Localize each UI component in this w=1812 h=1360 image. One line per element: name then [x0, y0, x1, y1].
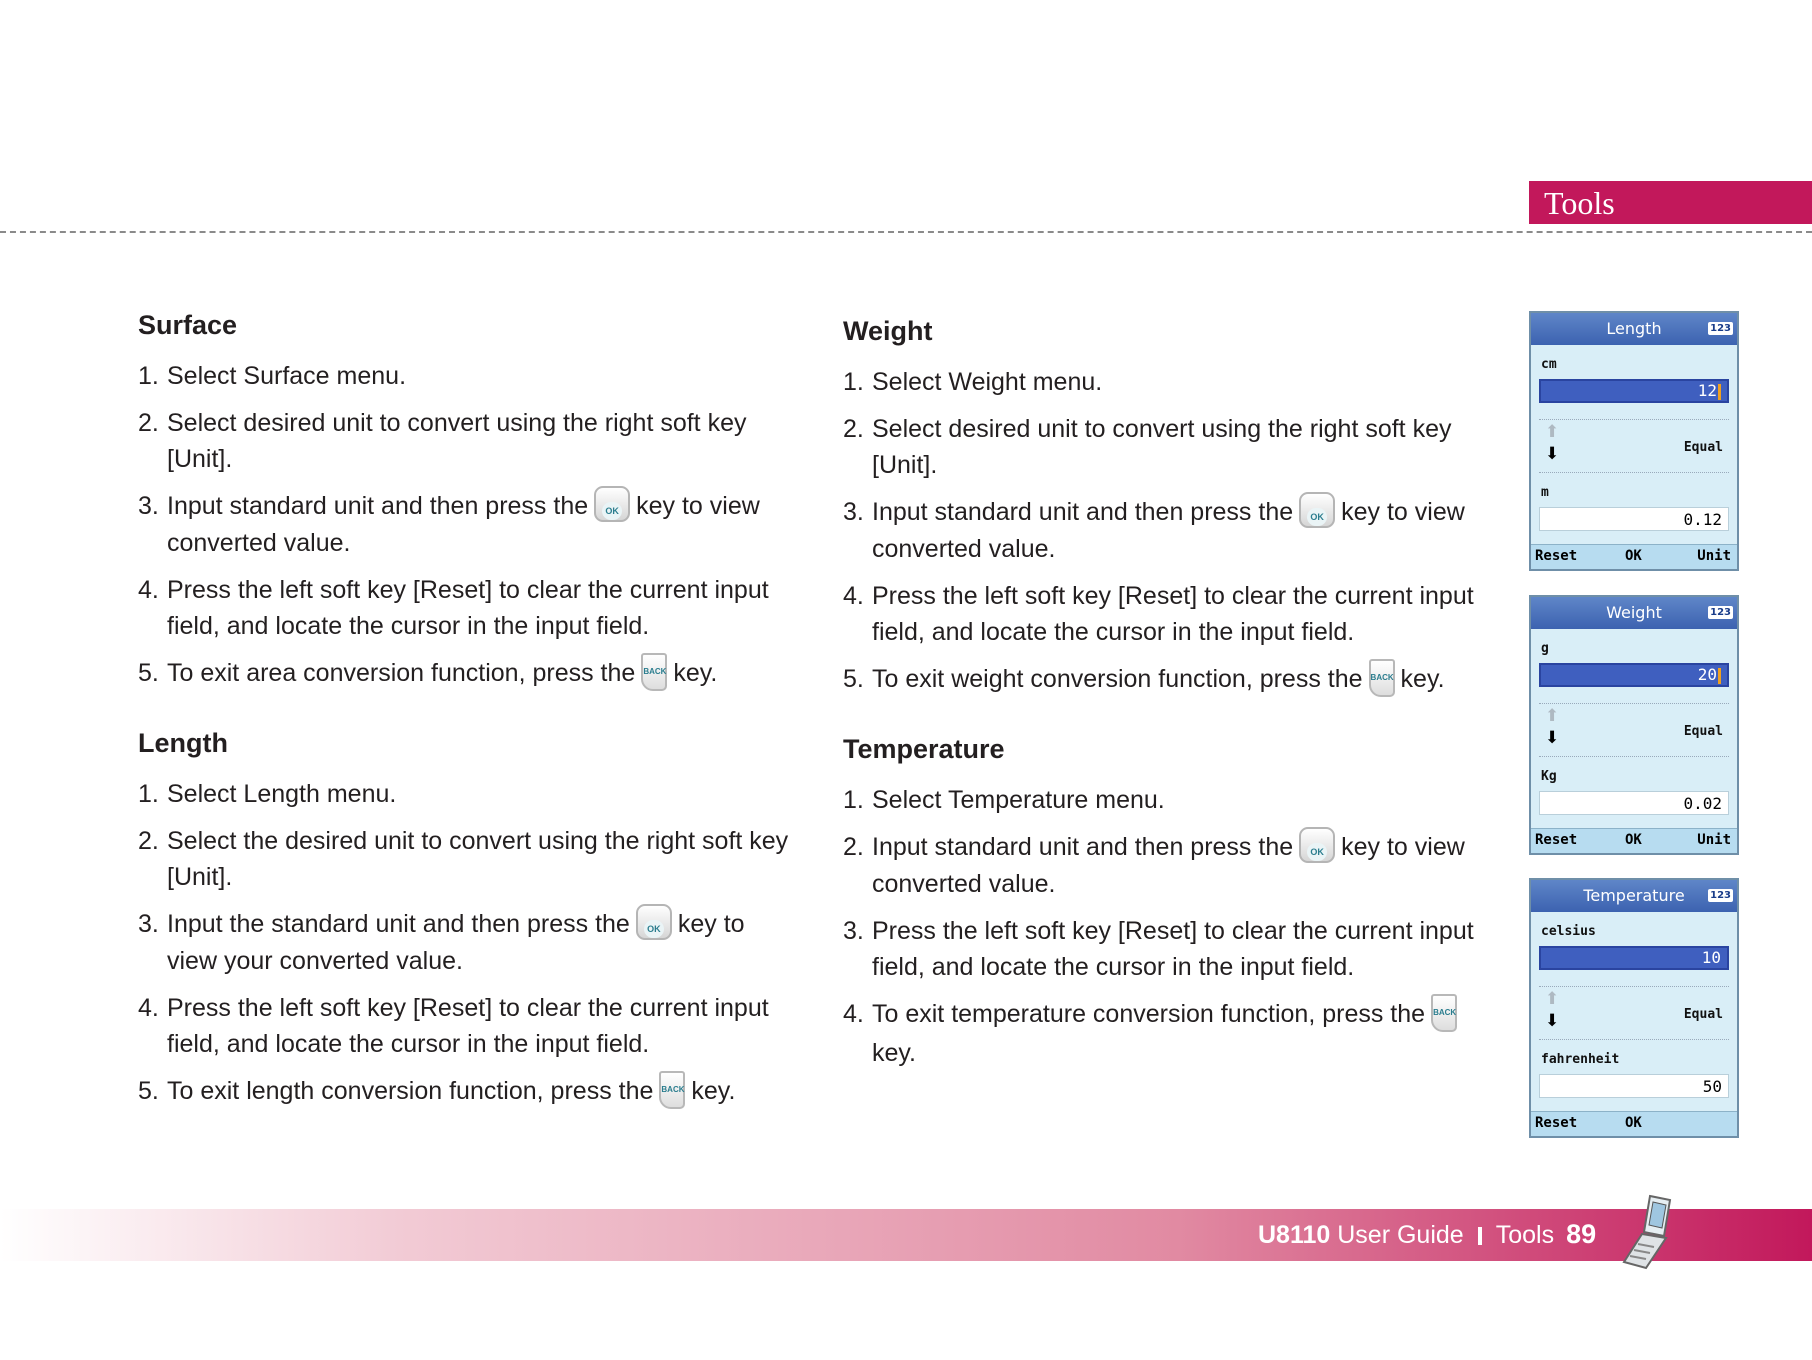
step-text: Select Length menu. [167, 779, 397, 808]
input-mode-badge: 123 [1710, 890, 1731, 901]
step-text: Press the left soft key [Reset] to clear the current input field, and locate the cursor in the input field. [872, 582, 1474, 647]
list-item [138, 358, 798, 394]
ok-key-icon: OK [636, 904, 672, 940]
step-number: 5. [843, 665, 864, 694]
surface-steps [138, 358, 798, 694]
flip-phone-icon [1620, 1192, 1676, 1272]
step-text: Select Temperature menu. [872, 785, 1165, 814]
step-text: Press the left soft key [Reset] to clear the current input field, and locate the cursor in the input field. [167, 576, 769, 641]
equal-label: Equal [1683, 724, 1723, 739]
model-name: U8110 [1258, 1221, 1331, 1249]
step-number: 5. [138, 659, 159, 688]
step-number: 4. [138, 994, 159, 1023]
arrow-down-icon: ⬇ [1545, 1011, 1560, 1031]
list-item [843, 411, 1503, 483]
length-steps [138, 776, 798, 1112]
weight-screen [1529, 595, 1739, 855]
input-mode-badge: 123 [1710, 323, 1731, 334]
guide-label: User Guide [1337, 1221, 1464, 1249]
from-unit-label: g [1541, 641, 1549, 656]
step-text: Input standard unit and then press the [872, 832, 1294, 861]
back-key-icon: BACK [1431, 994, 1457, 1032]
arrow-up-icon: ⬆ [1545, 989, 1560, 1009]
footer-separator [1478, 1227, 1482, 1245]
step-text: key. [1400, 665, 1445, 694]
screen-title: Weight 123 [1531, 597, 1737, 629]
to-value-field: 0.02 [1539, 791, 1729, 815]
step-number: 1. [138, 779, 159, 808]
convert-direction [1539, 986, 1729, 1040]
list-item [843, 494, 1503, 567]
ok-key-icon: OK [1299, 492, 1335, 528]
step-number: 2. [843, 415, 864, 443]
back-key-icon: BACK [1369, 659, 1395, 697]
back-key-icon: BACK [641, 653, 667, 691]
from-unit-label: celsius [1541, 924, 1596, 939]
input-mode-badge: 123 [1710, 607, 1731, 618]
surface-heading: Surface [138, 310, 238, 340]
list-item [138, 655, 798, 693]
list-item [138, 1073, 798, 1111]
to-unit-label: fahrenheit [1541, 1052, 1620, 1067]
step-text: Press the left soft key [Reset] to clear the current input field, and locate the cursor in the input field. [872, 917, 1474, 982]
arrow-down-icon: ⬇ [1545, 444, 1560, 464]
weight-steps [843, 364, 1503, 700]
temperature-screen [1529, 878, 1739, 1138]
softkey-bar [1531, 1111, 1737, 1136]
step-text: key to view converted value. [872, 498, 1465, 564]
to-value-field: 0.12 [1539, 507, 1729, 531]
step-number: 2. [138, 409, 159, 437]
list-item [138, 906, 798, 979]
reset-softkey[interactable]: Reset [1535, 1115, 1578, 1131]
step-text: key to view converted value. [167, 492, 760, 558]
step-text: Select desired unit to convert using the right soft key [Unit]. [167, 409, 747, 473]
to-unit-label: m [1541, 485, 1549, 500]
softkey-bar [1531, 544, 1737, 569]
step-number: 1. [843, 368, 864, 396]
step-text: Input the standard unit and then press the [167, 909, 630, 938]
list-item [138, 572, 798, 644]
step-number: 3. [138, 909, 159, 938]
to-value-field: 50 [1539, 1074, 1729, 1098]
equal-label: Equal [1683, 1007, 1723, 1022]
length-heading: Length [138, 727, 228, 758]
from-value-field[interactable]: 20 [1539, 663, 1729, 687]
step-text: Input standard unit and then press the [167, 492, 589, 520]
arrow-up-icon: ⬆ [1545, 706, 1560, 726]
equal-label: Equal [1683, 440, 1723, 455]
step-number: 1. [138, 362, 159, 390]
step-text: To exit area conversion function, press the [167, 659, 636, 688]
list-item [843, 661, 1503, 699]
footer-section: Tools [1495, 1221, 1555, 1249]
screen-title: Temperature 123 [1531, 880, 1737, 912]
left-column [138, 308, 798, 1123]
step-text: key. [673, 659, 718, 688]
list-item [138, 488, 798, 561]
arrow-up-icon: ⬆ [1545, 422, 1560, 442]
step-text: key to view your converted value. [167, 909, 745, 976]
text-cursor [1718, 668, 1721, 684]
step-text: Press the left soft key [Reset] to clear the current input field, and locate the cursor in the input field. [167, 994, 769, 1059]
to-unit-label: Kg [1541, 769, 1557, 784]
list-item [843, 782, 1503, 818]
list-item [843, 364, 1503, 400]
unit-softkey[interactable]: Unit [1697, 548, 1731, 564]
length-screen [1529, 311, 1739, 571]
from-unit-label: cm [1541, 357, 1557, 372]
softkey-bar [1531, 828, 1737, 853]
footer-caption [1258, 1219, 1596, 1250]
ok-softkey[interactable]: OK [1625, 1115, 1642, 1131]
step-number: 2. [138, 826, 159, 855]
step-text: Select Weight menu. [872, 368, 1103, 396]
reset-softkey[interactable]: Reset [1535, 832, 1578, 848]
step-number: 3. [138, 492, 159, 520]
back-key-icon: BACK [659, 1071, 685, 1109]
step-number: 3. [843, 917, 864, 946]
step-text: key. [691, 1077, 736, 1106]
step-number: 5. [138, 1077, 159, 1106]
from-value-field[interactable]: 10 [1539, 946, 1729, 970]
step-text: Input standard unit and then press the [872, 498, 1294, 526]
step-text: To exit weight conversion function, press the [872, 665, 1363, 694]
temperature-heading: Temperature [843, 733, 1005, 764]
list-item [138, 776, 798, 812]
step-text: Select the desired unit to convert using the right soft key [Unit]. [167, 826, 789, 891]
list-item [843, 996, 1503, 1070]
convert-direction [1539, 703, 1729, 757]
step-text: key. [872, 1038, 916, 1067]
step-number: 2. [843, 832, 864, 861]
list-item [843, 578, 1503, 650]
middle-column [843, 314, 1503, 1082]
step-number: 4. [843, 1000, 864, 1029]
ok-key-icon: OK [594, 486, 630, 522]
text-cursor [1718, 384, 1721, 400]
list-item [843, 829, 1503, 902]
step-text: Select Surface menu. [167, 362, 407, 390]
list-item [843, 913, 1503, 985]
arrow-down-icon: ⬇ [1545, 728, 1560, 748]
section-tab-label: Tools [1544, 185, 1615, 221]
list-item [138, 990, 798, 1062]
section-tab [1529, 181, 1812, 224]
step-number: 4. [843, 582, 864, 611]
reset-softkey[interactable]: Reset [1535, 548, 1578, 564]
weight-heading: Weight [843, 316, 933, 346]
ok-key-icon: OK [1299, 827, 1335, 863]
step-number: 3. [843, 498, 864, 526]
list-item [138, 405, 798, 477]
step-number: 4. [138, 576, 159, 605]
step-text: key to view converted value. [872, 832, 1465, 899]
step-text: Select desired unit to convert using the right soft key [Unit]. [872, 415, 1452, 479]
unit-softkey[interactable]: Unit [1697, 832, 1731, 848]
ok-softkey[interactable]: OK [1625, 832, 1642, 848]
step-text: To exit temperature conversion function, press the [872, 1000, 1426, 1029]
temperature-steps [843, 782, 1503, 1071]
step-number: 1. [843, 785, 864, 814]
page-number: 89 [1566, 1219, 1597, 1249]
convert-direction [1539, 419, 1729, 473]
dashed-divider [0, 231, 1812, 233]
list-item [138, 823, 798, 895]
screen-title: Length 123 [1531, 313, 1737, 345]
ok-softkey[interactable]: OK [1625, 548, 1642, 564]
step-text: To exit length conversion function, press the [167, 1077, 654, 1106]
from-value-field[interactable]: 12 [1539, 379, 1729, 403]
